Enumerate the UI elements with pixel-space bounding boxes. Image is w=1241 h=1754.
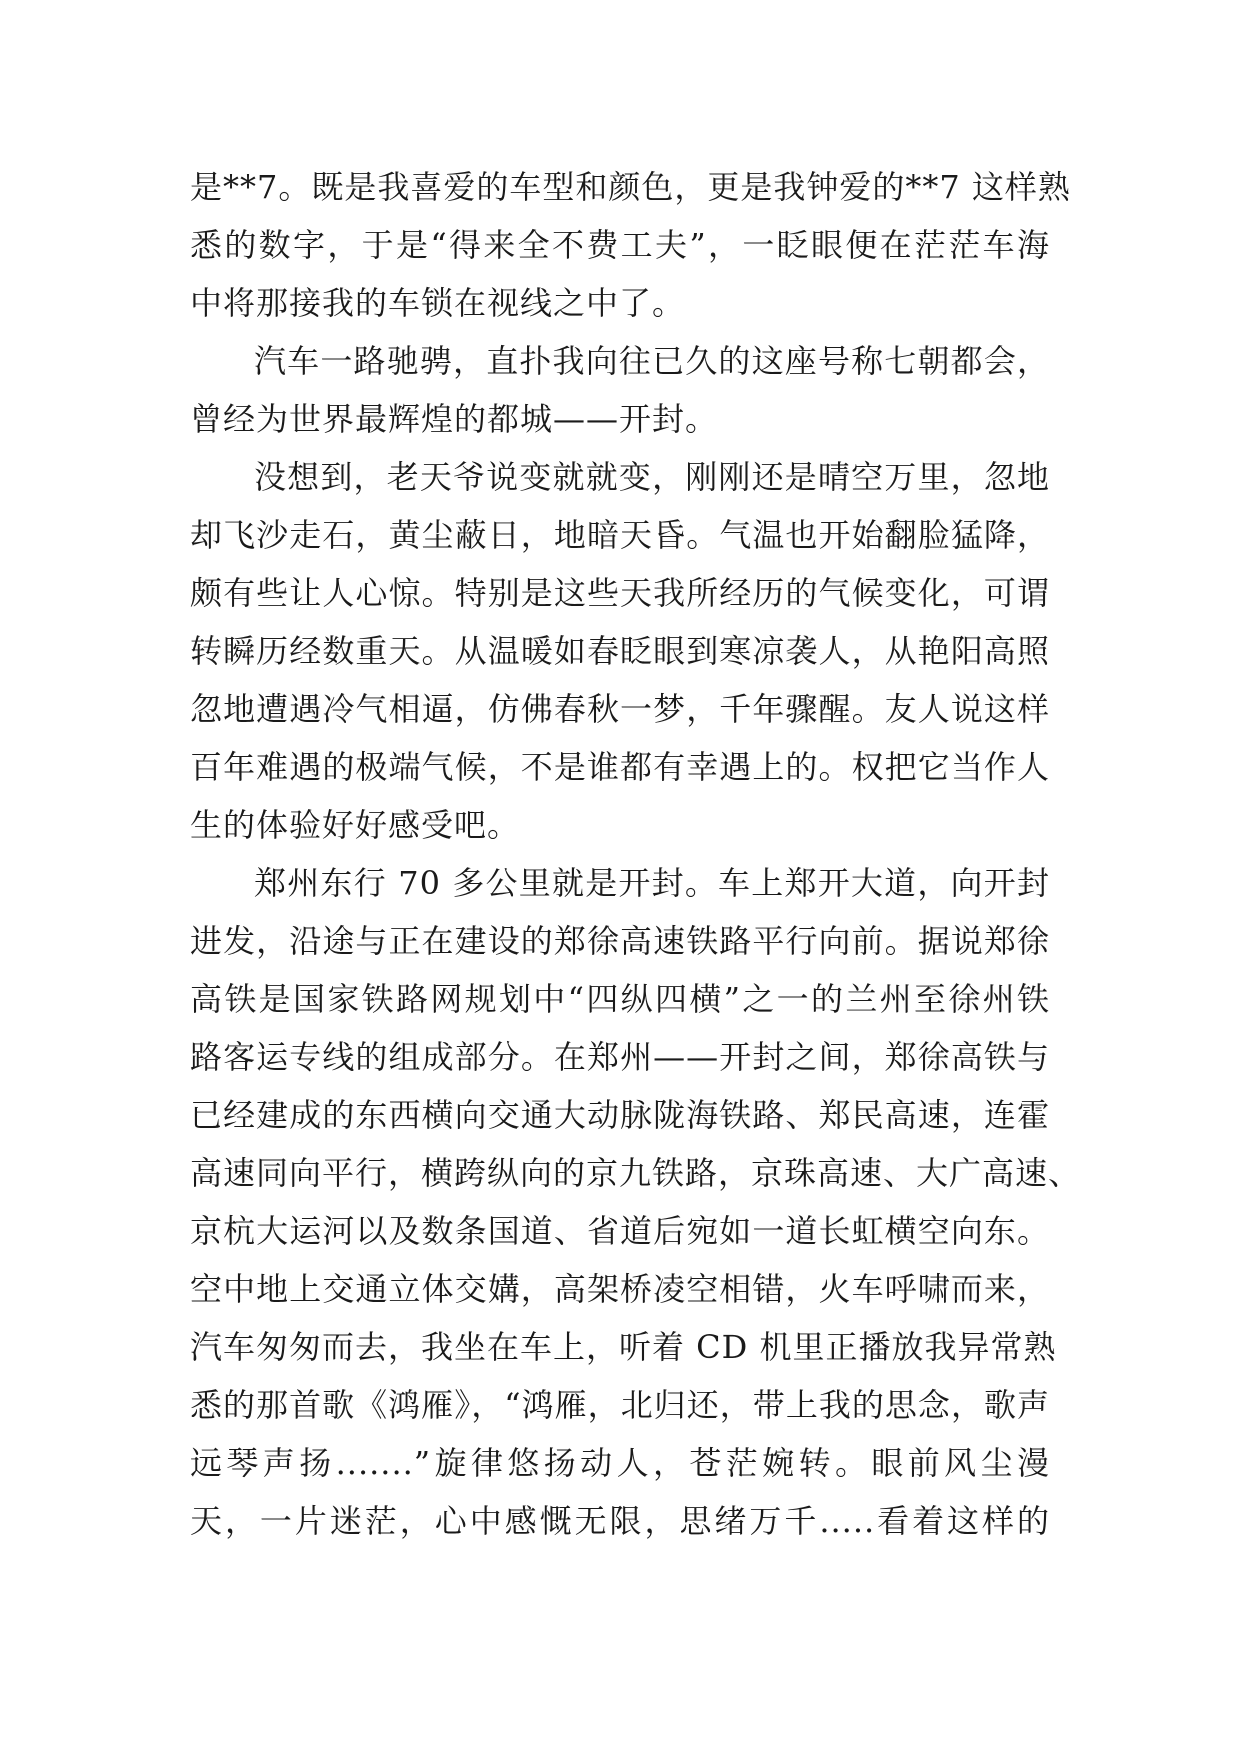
text-line: 颇有些让人心惊。特别是这些天我所经历的气候变化，可谓 <box>190 574 1050 612</box>
text-line: 生的体验好好感受吧。 <box>190 806 521 844</box>
text-line: 郑州东行 70 多公里就是开封。车上郑开大道，向开封 <box>254 864 1050 902</box>
text-line: 已经建成的东西横向交通大动脉陇海铁路、郑民高速，连霍 <box>190 1096 1050 1134</box>
text-line: 没想到，老天爷说变就就变，刚刚还是晴空万里，忽地 <box>254 458 1050 496</box>
text-line: 高速同向平行，横跨纵向的京九铁路，京珠高速、大广高速、 <box>190 1154 1082 1192</box>
text-line: 百年难遇的极端气候，不是谁都有幸遇上的。权把它当作人 <box>190 748 1050 786</box>
text-line: 却飞沙走石，黄尘蔽日，地暗天昏。气温也开始翻脸猛降， <box>190 516 1050 554</box>
text-line: 转瞬历经数重天。从温暖如春眨眼到寒凉袭人，从艳阳高照 <box>190 632 1050 670</box>
text-line: 路客运专线的组成部分。在郑州——开封之间，郑徐高铁与 <box>190 1038 1050 1076</box>
text-line: 中将那接我的车锁在视线之中了。 <box>190 284 686 322</box>
text-line: 远琴声扬.......”旋律悠扬动人，苍茫婉转。眼前风尘漫 <box>190 1444 1050 1482</box>
text-line: 天，一片迷茫，心中感慨无限，思绪万千.....看着这样的 <box>190 1502 1050 1540</box>
text-line: 曾经为世界最辉煌的都城——开封。 <box>190 400 719 438</box>
body-text <box>190 158 1082 1550</box>
text-line: 进发，沿途与正在建设的郑徐高速铁路平行向前。据说郑徐 <box>190 922 1050 960</box>
text-line: 高铁是国家铁路网规划中“四纵四横”之一的兰州至徐州铁 <box>190 980 1050 1018</box>
text-line: 是**7。既是我喜爱的车型和颜色，更是我钟爱的**7 这样熟 <box>190 168 1071 206</box>
text-line: 忽地遭遇冷气相逼，仿佛春秋一梦，千年骤醒。友人说这样 <box>190 690 1050 728</box>
text-line: 空中地上交通立体交媾，高架桥凌空相错，火车呼啸而来， <box>190 1270 1050 1308</box>
text-line: 悉的数字，于是“得来全不费工夫”，一眨眼便在茫茫车海 <box>190 226 1050 264</box>
text-line: 汽车匆匆而去，我坐在车上，听着 CD 机里正播放我异常熟 <box>190 1328 1057 1366</box>
text-line: 京杭大运河以及数条国道、省道后宛如一道长虹横空向东。 <box>190 1212 1050 1250</box>
text-line: 悉的那首歌《鸿雁》，“鸿雁，北归还，带上我的思念，歌声 <box>190 1386 1050 1424</box>
text-line: 汽车一路驰骋，直扑我向往已久的这座号称七朝都会， <box>254 342 1050 380</box>
